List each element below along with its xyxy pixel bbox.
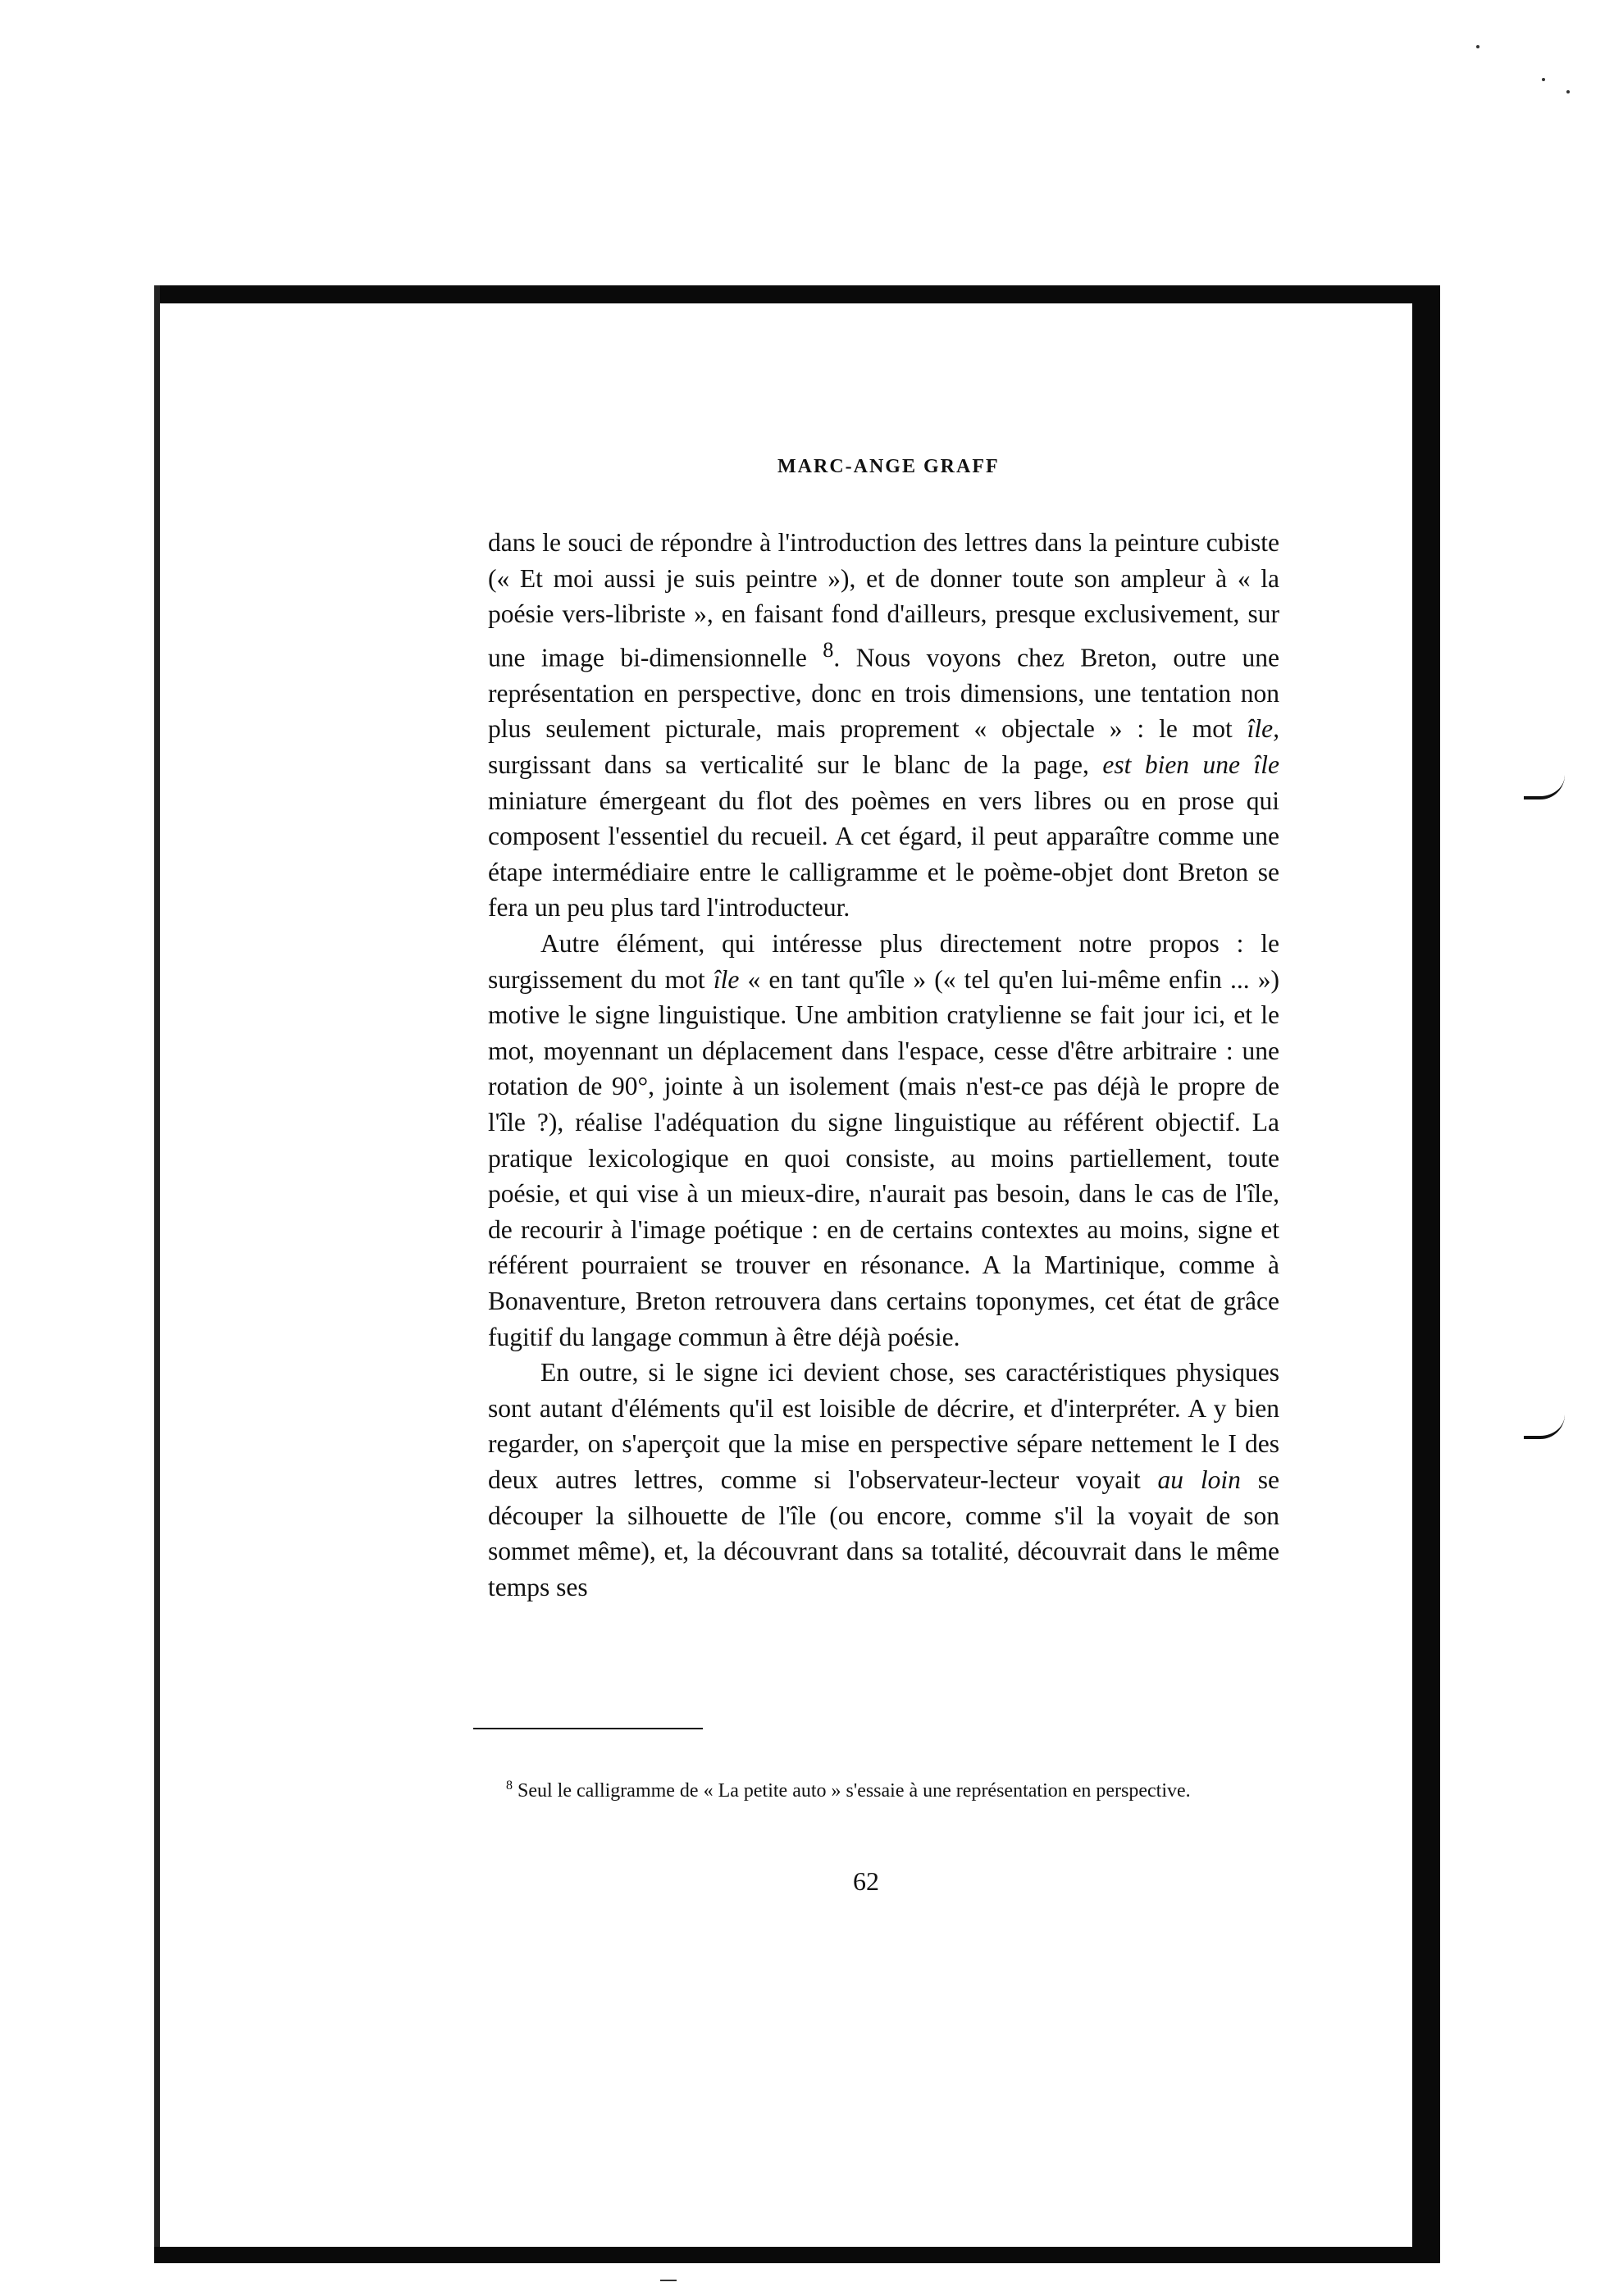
italic-text: est bien une île bbox=[1102, 750, 1279, 780]
text-segment: dans le souci de répondre à l'introduction des lettres dans la peinture cubiste (« Et moi aussi je suis peintre »), et de donner toute son ampleur à « la poésie vers-libriste », en faisant fond d'ailleurs, presque exclusivement, sur une image bi-dimensionnelle bbox=[488, 528, 1279, 672]
text-segment: . Nous voyons chez Breton, outre une représentation en perspective, donc en trois dimensions, une tentation non plus seulement picturale, mais proprement « objectale » : le mot bbox=[488, 643, 1279, 744]
margin-check-mark bbox=[1524, 775, 1565, 800]
italic-text: au loin bbox=[1157, 1465, 1241, 1494]
footnote-ref: 8 bbox=[823, 637, 834, 662]
page-frame-top bbox=[154, 285, 1440, 303]
page-frame-right bbox=[1412, 285, 1440, 2263]
footnote-rule bbox=[473, 1728, 703, 1729]
text-segment: se découper la silhouette de l'île (ou encore, comme s'il la voyait de son sommet même), et, la découvrant dans sa totalité, découvrait dans le même temps ses bbox=[488, 1465, 1279, 1601]
body-text bbox=[488, 525, 1279, 1605]
page-frame-left bbox=[154, 285, 160, 2263]
text-segment: miniature émergeant du flot des poèmes en vers libres ou en prose qui composent l'essentiel du recueil. A cet égard, il peut apparaître comme une étape intermédiaire entre le calligramme et le poème-objet dont Breton se fera un peu plus tard l'introducteur. bbox=[488, 786, 1279, 922]
paragraph bbox=[488, 926, 1279, 1355]
text-segment: « en tant qu'île » (« tel qu'en lui-même enfin ... ») motive le signe linguistique. Une ambition cratylienne se fait jour ici, et le mot, moyennant un déplacement dans l'espace, cesse d'être arbitraire : une rotation de 90°, jointe à un isolement (mais n'est-ce pas déjà le propre de l'île ?), réalise l'adéquation du signe linguistique au référent objectif. La pratique lexicologique en quoi consiste, au moins partiellement, toute poésie, et qui vise à un mieux-dire, n'aurait pas besoin, dans le cas de l'île, de recourir à l'image poétique : en de certains contextes au moins, signe et référent pourraient se trouver en résonance. A la Martinique, comme à Bonaventure, Breton retrouvera dans certains toponymes, cet état de grâce fugitif du langage commun à être déjà poésie. bbox=[488, 964, 1279, 1351]
footnote bbox=[473, 1771, 1281, 1806]
footnote-text: Seul le calligramme de « La petite auto » s'essaie à une représentation en perspective. bbox=[517, 1780, 1191, 1802]
footnote-marker: 8 bbox=[506, 1779, 513, 1793]
page-frame-bottom bbox=[154, 2247, 1440, 2263]
italic-text: île bbox=[713, 964, 740, 994]
scan-speck bbox=[1542, 78, 1545, 81]
italic-text: île, bbox=[1247, 714, 1279, 744]
margin-check-mark bbox=[1524, 1414, 1565, 1439]
scan-speck bbox=[1566, 90, 1570, 93]
paragraph bbox=[488, 525, 1279, 926]
text-segment: En outre, si le signe ici devient chose, ses caractéristiques physiques sont autant d'éléments qu'il est loisible de décrire, et d'interpréter. A y bien regarder, on s'aperçoit que la mise en perspective sépare nettement le I des deux autres lettres, comme si l'observateur-lecteur voyait bbox=[488, 1358, 1279, 1494]
text-segment: surgissant dans sa verticalité sur le blanc de la page, bbox=[488, 750, 1103, 780]
scan-speck bbox=[1476, 45, 1480, 48]
text-segment: Autre élément, qui intéresse plus directement notre propos : le surgissement du mot bbox=[488, 929, 1279, 994]
scan-mark bbox=[660, 2280, 677, 2281]
running-header: MARC-ANGE GRAFF bbox=[777, 456, 1000, 477]
paragraph bbox=[488, 1355, 1279, 1605]
page-number: 62 bbox=[853, 1866, 879, 1896]
